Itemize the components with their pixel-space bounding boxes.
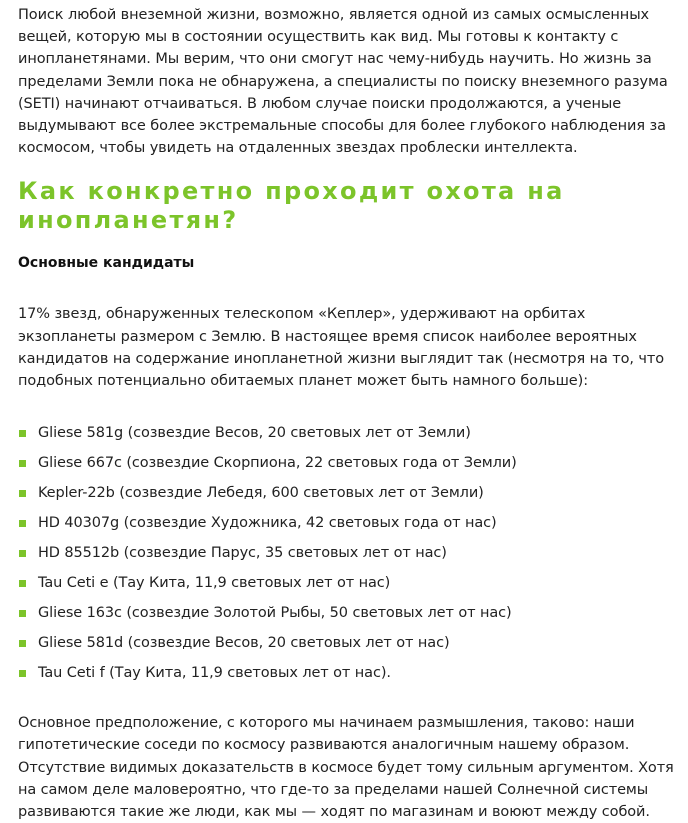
- list-item-text: HD 85512b (созвездие Парус, 35 световых лет от нас): [38, 545, 447, 562]
- square-bullet-icon: [19, 550, 26, 557]
- square-bullet-icon: [19, 460, 26, 467]
- list-item-text: Gliese 581d (созвездие Весов, 20 световых лет от нас): [38, 635, 450, 652]
- square-bullet-icon: [19, 610, 26, 617]
- square-bullet-icon: [19, 580, 26, 587]
- list-item: [18, 602, 678, 632]
- intro-paragraph: Поиск любой внеземной жизни, возможно, является одной из самых осмысленных вещей, которую мы в состоянии осуществить как вид. Мы готовы к контакту с инопланетянами. Мы верим, что они смогут нас чему-нибудь научить. Но жизнь за пределами Земли пока не обнаружена, а специалисты по поиску внеземного разума (SETI) начинают отчаиваться. В любом случае поиски продолжаются, а ученые выдумывают все более экстремальные способы для более глубокого наблюдения за космосом, чтобы увидеть на отдаленных звездах проблески интеллекта.: [18, 7, 668, 157]
- square-bullet-icon: [19, 640, 26, 647]
- list-item: [18, 482, 678, 512]
- list-item-text: HD 40307g (созвездие Художника, 42 световых года от нас): [38, 515, 497, 532]
- list-item: [18, 572, 678, 602]
- list-item-text: Gliese 667c (созвездие Скорпиона, 22 световых года от Земли): [38, 455, 517, 472]
- candidates-intro-paragraph: 17% звезд, обнаруженных телескопом «Кеплер», удерживают на орбитах экзопланеты размером с Землю. В настоящее время список наиболее вероятных кандидатов на содержание инопланетной жизни выглядит так (несмотря на то, что подобных потенциально обитаемых планет может быть намного больше):: [18, 306, 664, 390]
- list-item-text: Tau Ceti f (Тау Кита, 11,9 световых лет от нас).: [38, 665, 391, 682]
- list-item: [18, 662, 678, 692]
- list-item-text: Gliese 581g (созвездие Весов, 20 световых лет от Земли): [38, 425, 471, 442]
- list-item: [18, 452, 678, 482]
- list-item: [18, 632, 678, 662]
- closing-paragraph: Основное предположение, с которого мы начинаем размышления, таково: наши гипотетические соседи по космосу развиваются аналогичным нашему образом. Отсутствие видимых доказательств в космосе будет тому сильным аргументом. Хотя на самом деле маловероятно, что где-то за пределами нашей Солнечной системы развиваются такие же люди, как мы — ходят по магазинам и воюют между собой.: [18, 715, 674, 821]
- list-item-text: Kepler-22b (созвездие Лебедя, 600 световых лет от Земли): [38, 485, 484, 502]
- list-item: [18, 542, 678, 572]
- sub-heading: Основные кандидаты: [18, 255, 195, 272]
- list-item-text: Tau Ceti e (Тау Кита, 11,9 световых лет от нас): [38, 575, 391, 592]
- article: [18, 4, 678, 823]
- list-item: [18, 512, 678, 542]
- square-bullet-icon: [19, 490, 26, 497]
- candidates-list: [18, 422, 678, 692]
- list-item: [18, 422, 678, 452]
- section-heading: Как конкретно проходит охота на инопланетян?: [18, 177, 565, 235]
- square-bullet-icon: [19, 520, 26, 527]
- list-item-text: Gliese 163c (созвездие Золотой Рыбы, 50 световых лет от нас): [38, 605, 512, 622]
- square-bullet-icon: [19, 430, 26, 437]
- square-bullet-icon: [19, 670, 26, 677]
